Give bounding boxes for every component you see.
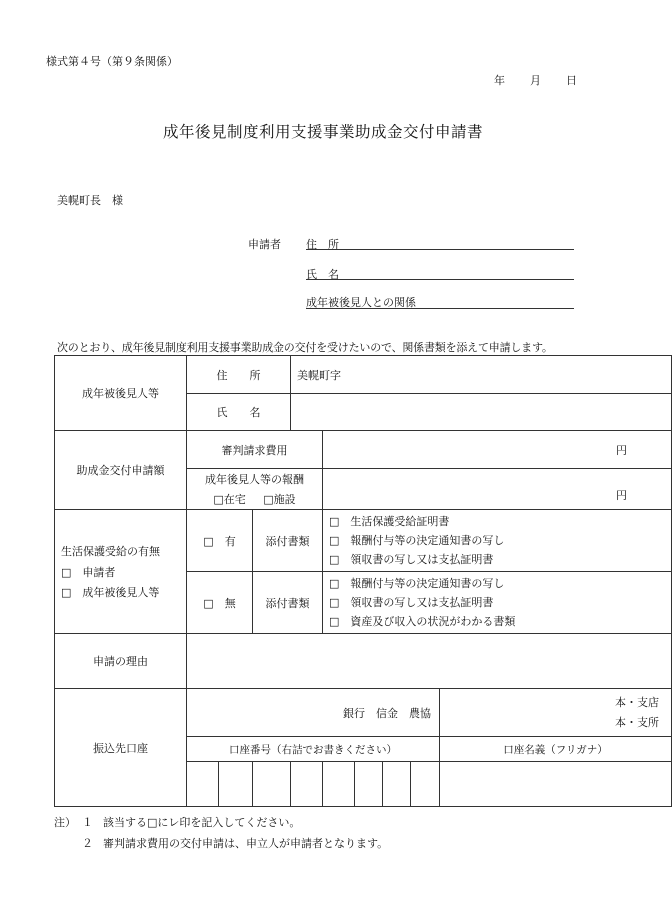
page-title: 成年後見制度利用支援事業助成金交付申請書: [163, 123, 484, 141]
applicant-relation-label: 成年被後見人との関係: [306, 296, 416, 309]
ward-address-label: 住 所: [187, 356, 291, 394]
account-name-label: 口座名義（フリガナ）: [440, 737, 672, 762]
judge-fee-label: 審判請求費用: [187, 431, 323, 469]
attach-item[interactable]: □ 生活保護受給証明書: [329, 515, 450, 528]
applicant-address-label: 住 所: [306, 238, 339, 251]
ward-name-field[interactable]: [291, 394, 672, 431]
reason-field[interactable]: [187, 634, 672, 689]
welfare-no-checkbox[interactable]: □ 無: [187, 572, 253, 634]
fee-label: 成年後見人等の報酬: [205, 473, 304, 486]
attach-label-no: 添付書類: [253, 572, 323, 634]
attach-list-yes: [323, 510, 672, 572]
account-digit-box[interactable]: [355, 762, 383, 807]
welfare-yes-checkbox[interactable]: □ 有: [187, 510, 253, 572]
reason-label: 申請の理由: [55, 634, 187, 689]
addressee: 美幌町長 様: [57, 194, 123, 207]
date-year-label: 年: [494, 74, 505, 87]
note-1-number: １: [82, 816, 93, 829]
ward-label: 成年被後見人等: [55, 356, 187, 431]
note-1: 該当する□にレ印を記入してください。: [103, 816, 301, 829]
welfare-label: 生活保護受給の有無: [61, 545, 160, 558]
account-name-field[interactable]: [440, 762, 672, 807]
date-month-label: 月: [530, 74, 541, 87]
yen-unit: 円: [616, 443, 627, 457]
note-2: 審判請求費用の交付申請は、申立人が申請者となります。: [103, 837, 389, 850]
bank-types: 銀行 信金 農協: [343, 706, 431, 720]
attach-item[interactable]: □ 領収書の写し又は支払証明書: [329, 596, 494, 609]
fee-cell: [187, 469, 323, 510]
attach-item[interactable]: □ 領収書の写し又は支払証明書: [329, 553, 494, 566]
applicant-address-line[interactable]: [306, 249, 574, 250]
application-table: [54, 355, 672, 807]
welfare-ward-checkbox[interactable]: □ 成年被後見人等: [61, 586, 160, 599]
account-digit-box[interactable]: [411, 762, 440, 807]
form-number: 様式第４号（第９条関係）: [46, 55, 178, 68]
branch-option-1: 本・支店: [615, 695, 659, 709]
bank-name-field[interactable]: [187, 689, 440, 737]
grant-label: 助成金交付申請額: [55, 431, 187, 510]
account-digit-box[interactable]: [253, 762, 291, 807]
attach-item[interactable]: □ 報酬付与等の決定通知書の写し: [329, 534, 505, 547]
attach-item[interactable]: □ 報酬付与等の決定通知書の写し: [329, 577, 505, 590]
date-day-label: 日: [566, 74, 577, 87]
attach-label-yes: 添付書類: [253, 510, 323, 572]
ward-name-label: 氏 名: [187, 394, 291, 431]
account-digit-box[interactable]: [323, 762, 355, 807]
attach-list-no: [323, 572, 672, 634]
account-digit-box[interactable]: [291, 762, 323, 807]
notes-prefix: 注）: [54, 816, 76, 829]
attach-item[interactable]: □ 資産及び収入の状況がわかる書類: [329, 615, 516, 628]
note-2-number: ２: [82, 837, 93, 850]
intro-text: 次のとおり、成年後見制度利用支援事業助成金の交付を受けたいので、関係書類を添えて申請します。: [57, 341, 553, 354]
bank-label: 振込先口座: [55, 689, 187, 807]
facility-checkbox[interactable]: □施設: [263, 493, 296, 506]
home-checkbox[interactable]: □在宅: [213, 493, 246, 506]
branch-option-2: 本・支所: [615, 715, 659, 729]
welfare-applicant-checkbox[interactable]: □ 申請者: [61, 566, 116, 579]
account-digit-box[interactable]: [187, 762, 219, 807]
yen-unit: 円: [616, 489, 627, 502]
welfare-cell: [55, 510, 187, 634]
applicant-label: 申請者: [248, 238, 281, 251]
judge-fee-field[interactable]: [323, 431, 672, 469]
branch-field[interactable]: [440, 689, 672, 737]
ward-address-field[interactable]: 美幌町字: [291, 356, 672, 394]
account-digit-box[interactable]: [219, 762, 253, 807]
account-number-label: 口座番号（右詰でお書きください）: [187, 737, 440, 762]
account-digit-box[interactable]: [383, 762, 411, 807]
applicant-name-line[interactable]: [306, 279, 574, 280]
applicant-name-label: 氏 名: [306, 268, 339, 281]
fee-field[interactable]: [323, 469, 672, 510]
applicant-relation-line[interactable]: [306, 308, 574, 309]
